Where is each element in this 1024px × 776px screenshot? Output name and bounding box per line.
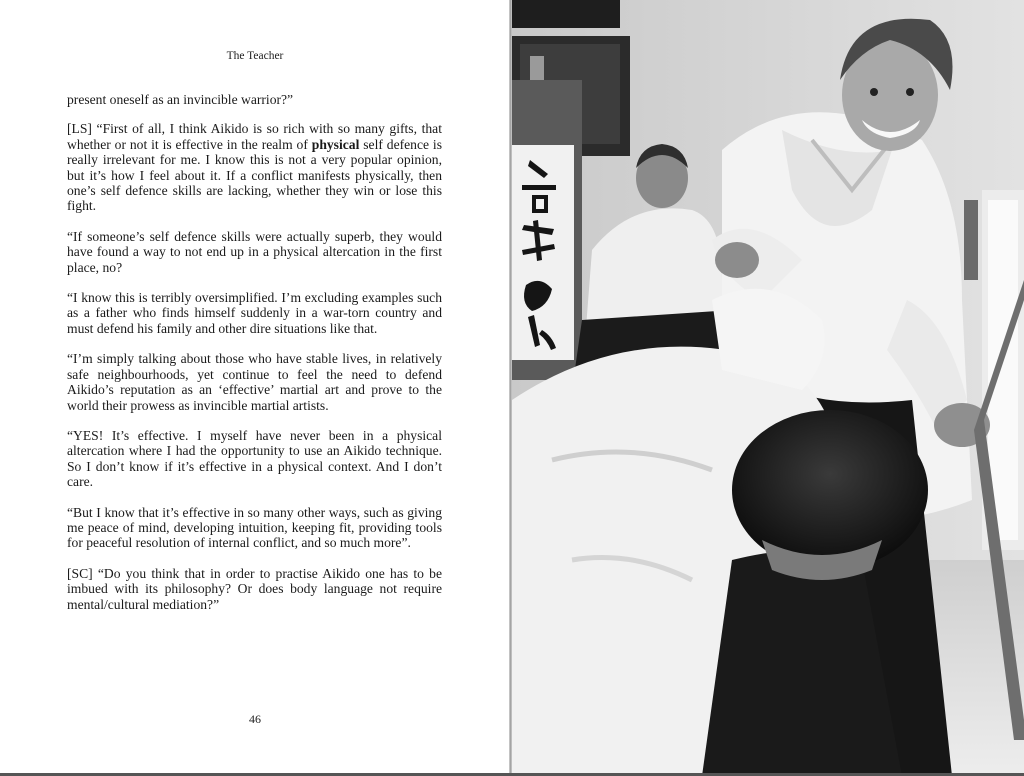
text-run: [LS] “First of all, I think Aikido is so rich with so many gifts, that whether or not it is effective in the realm of bbox=[67, 121, 442, 152]
text-run: “But I know that it’s effective in so many other ways, such as giving me peace of mind, developing intuition, keeping fit, providing tools for peaceful resolution of internal conflict, and so much more”. bbox=[67, 504, 442, 551]
text-run: self defence is really irrelevant for me. I know this is not a very popular opinion, but it’s how I feel about it. If a conflict manifests physically, then one’s self defence skills are lacking, whether they win or lose this fight. bbox=[67, 136, 442, 214]
paragraph bbox=[67, 290, 442, 336]
window-frame bbox=[512, 0, 620, 28]
paragraph bbox=[67, 428, 442, 490]
text-run: “If someone’s self defence skills were actually superb, they would have found a way to not end up in a physical altercation in the first place, no? bbox=[67, 228, 442, 275]
paragraph bbox=[67, 92, 442, 107]
text-run: [SC] “Do you think that in order to practise Aikido one has to be imbued with its philosophy? Or does body language not require mental/cultural mediation?” bbox=[67, 565, 442, 612]
text-run: “I know this is terribly oversimplified. I’m excluding examples such as a father who finds himself suddenly in a war-torn country and must defend his family and other dire situations like that. bbox=[67, 290, 442, 336]
text-run: present oneself as an invincible warrior?” bbox=[67, 92, 294, 107]
paragraph bbox=[67, 351, 442, 413]
page-number: 46 bbox=[249, 712, 261, 726]
aikido-photo-illustration bbox=[512, 0, 1024, 776]
running-head: The Teacher bbox=[226, 50, 284, 62]
wall-fixture bbox=[964, 200, 978, 280]
emphasized-word: physical bbox=[311, 136, 360, 152]
paragraph bbox=[67, 229, 442, 275]
left-page bbox=[0, 0, 510, 776]
text-run: “YES! It’s effective. I myself have never been in a physical altercation where I had the opportunity to use an Aikido technique. So I don’t know if it’s effective in a physical context. And I don’t care. bbox=[67, 427, 442, 490]
paragraph bbox=[67, 566, 442, 612]
paragraph bbox=[67, 505, 442, 551]
text-run: “I’m simply talking about those who have stable lives, in relatively safe neighbourhoods, yet continue to feel the need to defend Aikido’s reputation as an ‘effective’ martial art and prove to the world their prowess as invincible martial artists. bbox=[67, 351, 442, 413]
paragraph bbox=[67, 121, 442, 213]
body-text bbox=[67, 92, 442, 627]
aikido-photo bbox=[512, 0, 1024, 776]
